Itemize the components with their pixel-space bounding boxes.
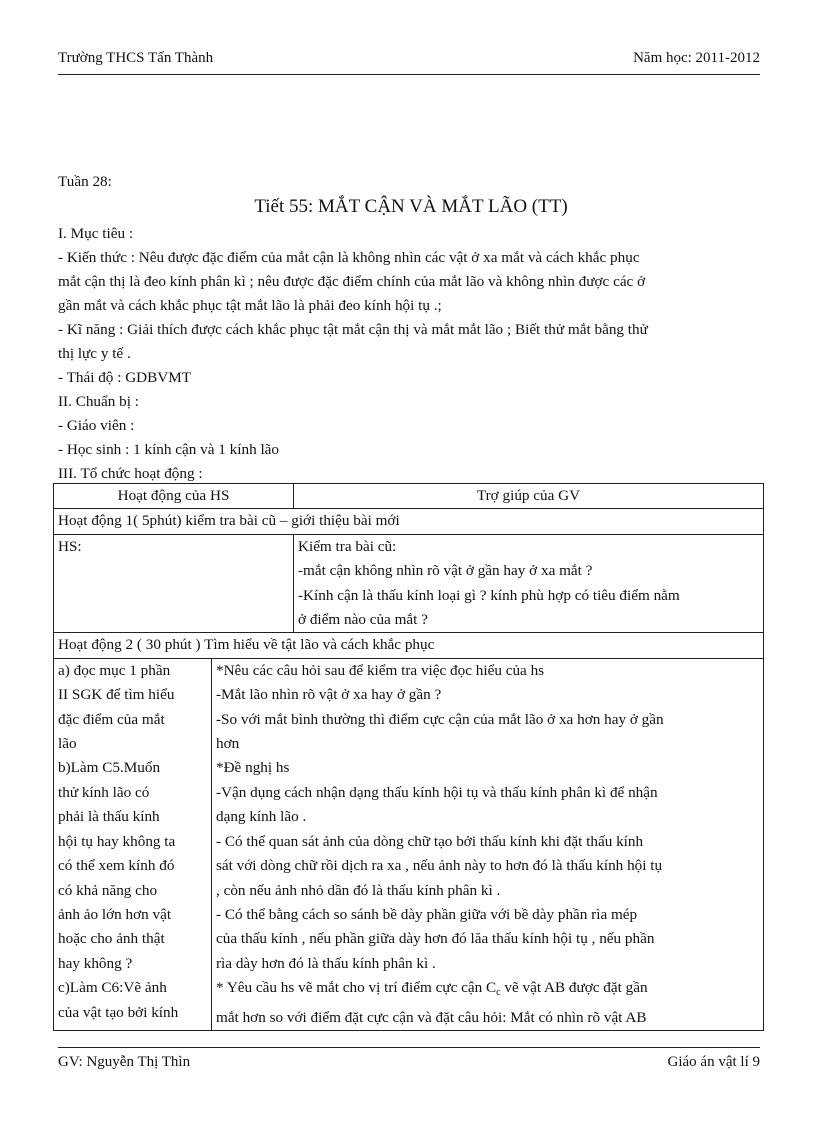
activity1-hs: HS:	[54, 534, 294, 633]
activity1-row	[54, 534, 764, 633]
hs-line: ảnh ảo lớn hơn vật	[58, 905, 172, 923]
school-name: Trường THCS Tấn Thành	[58, 50, 214, 66]
gv-line: của thấu kính , nếu phần giữa dày hơn đó lăa thấu kính hội tụ , nếu phần	[216, 930, 655, 948]
hs-line: đặc điểm của mắt	[58, 710, 165, 728]
gv-line: -Mắt lão nhìn rõ vật ở xa hay ở gần ?	[216, 686, 442, 704]
subject-name: Giáo án vật lí 9	[667, 1054, 760, 1070]
activity1-gv	[294, 534, 764, 633]
c6-text-after: vẽ vật AB được đặt gần	[500, 979, 648, 997]
gv-line: -Kính cận là thấu kính loại gì ? kính phù hợp có tiêu điểm nằm	[298, 586, 680, 604]
attitude-line: - Thái độ : GDBVMT	[58, 369, 192, 386]
gv-line: -So với mắt bình thường thì điểm cực cận của mắt lão ở xa hơn hay ở gần	[216, 710, 664, 728]
hs-line: của vật tạo bởi kính	[58, 1003, 179, 1021]
gv-line: ở điểm nào của mắt ?	[298, 611, 428, 629]
activities-heading: III. Tổ chức hoạt động :	[58, 465, 203, 482]
objectives-heading: I. Mục tiêu :	[58, 225, 134, 242]
gv-line-c6	[216, 976, 759, 1005]
skills-line: - Kĩ năng : Giải thích được cách khắc phục tật mắt cận thị và mắt mắt lão ; Biết thử mắt bằng thử	[58, 321, 648, 338]
hs-line: hội tụ hay không ta	[58, 832, 176, 850]
hs-line: c)Làm C6:Vẽ ảnh	[58, 979, 167, 997]
gv-line: rìa dày hơn đó là thấu kính phân kì .	[216, 954, 436, 972]
activity2-hs	[54, 658, 212, 1030]
hs-line: hay không ?	[58, 954, 133, 972]
activity2-title: Hoạt động 2 ( 30 phút ) Tìm hiểu về tật lão và cách khắc phục	[54, 633, 764, 658]
gv-line: hơn	[216, 735, 240, 753]
gv-line: sát với dòng chữ rồi dịch ra xa , nếu ảnh này to hơn đó là thấu kính hội tụ	[216, 857, 663, 875]
activities-table	[53, 483, 764, 1031]
hs-line: phải là thấu kính	[58, 808, 160, 826]
teacher-prep: - Giáo viên :	[58, 417, 135, 434]
hs-line: b)Làm C5.Muốn	[58, 759, 161, 777]
page-footer	[58, 1047, 760, 1071]
page-header	[58, 50, 760, 75]
gv-line: - Có thể quan sát ảnh của dòng chữ tạo bởi thấu kính khi đặt thấu kính	[216, 832, 644, 850]
hs-line: có thể xem kính đó	[58, 857, 175, 875]
c6-text-before: * Yêu cầu hs vẽ mắt cho vị trí điểm cực cận C	[216, 979, 497, 997]
hs-line: thử kính lão có	[58, 783, 150, 801]
table-header-row	[54, 484, 764, 509]
hs-line: a) đọc mục 1 phần	[58, 661, 171, 679]
gv-line: Kiểm tra bài cũ:	[298, 537, 397, 555]
gv-line: - Có thể bằng cách so sánh bề dày phần giữa với bề dày phần rìa mép	[216, 905, 638, 923]
hs-line: II SGK để tìm hiểu	[58, 686, 175, 704]
skills-line: thị lực y tế .	[58, 345, 131, 362]
gv-line: -mắt cận không nhìn rõ vật ở gần hay ở xa mắt ?	[298, 562, 593, 580]
lesson-title: Tiết 55: MẮT CẬN VÀ MẮT LÃO (TT)	[254, 196, 568, 217]
hs-line: có khả năng cho	[58, 881, 158, 899]
activity1-title: Hoạt động 1( 5phút) kiểm tra bài cũ – giới thiệu bài mới	[54, 509, 764, 534]
knowledge-line: gần mắt và cách khắc phục tật mắt lão là phải đeo kính hội tụ .;	[58, 297, 442, 314]
lesson-body	[58, 170, 764, 486]
preparation-heading: II. Chuẩn bị :	[58, 393, 139, 410]
gv-line: , còn nếu ảnh nhỏ dần đó là thấu kính phân kì .	[216, 881, 501, 899]
activity2-row	[54, 658, 764, 1030]
gv-line: -Vận dụng cách nhận dạng thấu kính hội tụ và thấu kính phân kì để nhận	[216, 783, 658, 801]
activity1-title-row	[54, 509, 764, 534]
week-label: Tuần 28:	[58, 173, 112, 190]
c6-subscript: c	[496, 987, 501, 999]
gv-line: *Đề nghị hs	[216, 759, 290, 777]
activity2-gv	[212, 658, 764, 1030]
header-gv: Trợ giúp của GV	[294, 484, 764, 509]
hs-line: lão	[58, 735, 77, 753]
knowledge-line: - Kiến thức : Nêu được đặc điểm của mắt cận là không nhìn các vật ở xa mắt và cách khắc phục	[58, 249, 640, 266]
hs-line: hoặc cho ảnh thật	[58, 930, 165, 948]
teacher-name: GV: Nguyễn Thị Thìn	[58, 1054, 191, 1070]
gv-line: dạng kính lão .	[216, 808, 307, 826]
student-prep: - Học sinh : 1 kính cận và 1 kính lão	[58, 441, 280, 458]
header-hs: Hoạt động của HS	[54, 484, 294, 509]
gv-line: *Nêu các câu hỏi sau để kiểm tra việc đọc hiểu của hs	[216, 661, 545, 679]
knowledge-line: mắt cận thị là đeo kính phân kì ; nêu được đặc điểm chính của mắt lão và không nhìn được các ở	[58, 273, 646, 290]
school-year: Năm học: 2011-2012	[633, 50, 760, 66]
gv-line: mắt hơn so với điểm đặt cực cận và đặt câu hỏi: Mắt có nhìn rõ vật AB	[216, 1008, 647, 1026]
activity2-title-row	[54, 633, 764, 658]
